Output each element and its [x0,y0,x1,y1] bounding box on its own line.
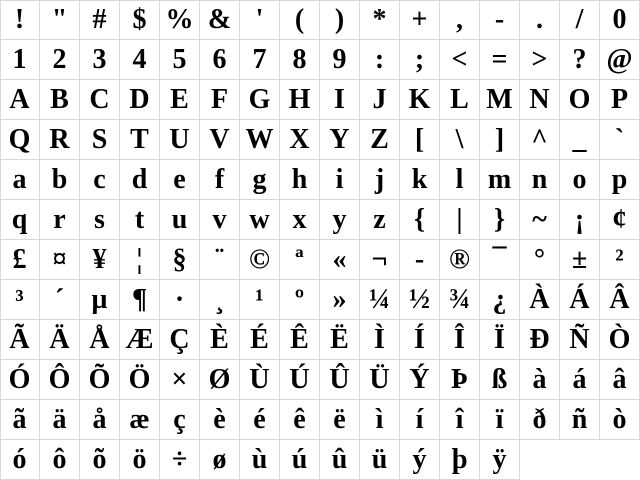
glyph-cell[interactable]: ô [40,440,80,480]
glyph-cell[interactable]: p [600,160,640,200]
glyph-cell[interactable]: Þ [440,360,480,400]
glyph-cell[interactable]: ¼ [360,280,400,320]
glyph-cell[interactable]: Ü [360,360,400,400]
glyph-cell[interactable]: ~ [520,200,560,240]
glyph-cell[interactable]: j [360,160,400,200]
glyph-cell[interactable]: ¶ [120,280,160,320]
glyph-cell[interactable]: ò [600,400,640,440]
glyph-cell[interactable]: ' [240,0,280,40]
glyph-cell[interactable]: H [280,80,320,120]
glyph-cell[interactable]: 7 [240,40,280,80]
empty-cell [600,440,640,480]
glyph-cell[interactable]: i [320,160,360,200]
glyph-cell[interactable]: ? [560,40,600,80]
glyph-cell[interactable]: Z [360,120,400,160]
glyph-cell[interactable]: q [0,200,40,240]
glyph-cell[interactable]: & [200,0,240,40]
glyph-cell[interactable]: æ [120,400,160,440]
glyph-cell[interactable]: » [320,280,360,320]
glyph-cell[interactable]: D [120,80,160,120]
glyph-cell[interactable]: V [200,120,240,160]
empty-cell [520,440,560,480]
glyph-cell[interactable]: F [200,80,240,120]
glyph-cell[interactable]: ã [0,400,40,440]
glyph-cell[interactable]: Ø [200,360,240,400]
glyph-cell[interactable]: - [400,240,440,280]
glyph-cell[interactable]: Ù [240,360,280,400]
glyph-cell[interactable]: @ [600,40,640,80]
glyph-cell[interactable]: l [440,160,480,200]
glyph-cell[interactable]: « [320,240,360,280]
glyph-cell[interactable]: Ç [160,320,200,360]
glyph-cell[interactable]: ¸ [200,280,240,320]
glyph-cell[interactable]: å [80,400,120,440]
glyph-cell[interactable]: Á [560,280,600,320]
glyph-cell[interactable]: ¥ [80,240,120,280]
glyph-cell[interactable]: ó [0,440,40,480]
glyph-cell[interactable]: û [320,440,360,480]
glyph-cell[interactable]: | [440,200,480,240]
glyph-cell[interactable]: ì [360,400,400,440]
glyph-cell[interactable]: î [440,400,480,440]
glyph-cell[interactable]: x [280,200,320,240]
glyph-cell[interactable]: ; [400,40,440,80]
glyph-cell[interactable]: µ [80,280,120,320]
glyph-cell[interactable]: m [480,160,520,200]
glyph-cell[interactable]: Ï [480,320,520,360]
glyph-cell[interactable]: * [360,0,400,40]
glyph-cell[interactable]: W [240,120,280,160]
glyph-cell[interactable]: P [600,80,640,120]
glyph-cell[interactable]: + [400,0,440,40]
glyph-cell[interactable]: Ê [280,320,320,360]
glyph-cell[interactable]: 3 [80,40,120,80]
glyph-cell[interactable]: ù [240,440,280,480]
glyph-cell[interactable]: > [520,40,560,80]
glyph-cell[interactable]: ½ [400,280,440,320]
glyph-cell[interactable]: z [360,200,400,240]
glyph-cell[interactable]: I [320,80,360,120]
glyph-cell[interactable]: { [400,200,440,240]
glyph-cell[interactable]: ¡ [560,200,600,240]
glyph-cell[interactable]: g [240,160,280,200]
glyph-cell[interactable]: ä [40,400,80,440]
glyph-cell[interactable]: 6 [200,40,240,80]
glyph-cell[interactable]: O [560,80,600,120]
glyph-cell[interactable]: ´ [40,280,80,320]
glyph-cell[interactable]: ¬ [360,240,400,280]
glyph-cell[interactable]: k [400,160,440,200]
glyph-cell[interactable]: $ [120,0,160,40]
glyph-cell[interactable]: ` [600,120,640,160]
glyph-cell[interactable]: § [160,240,200,280]
glyph-cell[interactable]: º [280,280,320,320]
glyph-cell[interactable]: Í [400,320,440,360]
glyph-cell[interactable]: Æ [120,320,160,360]
glyph-cell[interactable]: 1 [0,40,40,80]
empty-cell [560,440,600,480]
glyph-cell[interactable]: = [480,40,520,80]
glyph-cell[interactable]: M [480,80,520,120]
glyph-cell[interactable]: c [80,160,120,200]
glyph-cell[interactable]: - [480,0,520,40]
glyph-cell[interactable]: ø [200,440,240,480]
glyph-cell[interactable]: ® [440,240,480,280]
glyph-cell[interactable]: ² [600,240,640,280]
glyph-cell[interactable]: Ú [280,360,320,400]
glyph-cell[interactable]: C [80,80,120,120]
glyph-cell[interactable]: E [160,80,200,120]
glyph-cell[interactable]: þ [440,440,480,480]
glyph-cell[interactable]: w [240,200,280,240]
glyph-cell[interactable]: , [440,0,480,40]
glyph-cell[interactable]: ü [360,440,400,480]
glyph-cell[interactable]: è [200,400,240,440]
glyph-cell[interactable]: Å [80,320,120,360]
glyph-cell[interactable]: . [520,0,560,40]
glyph-cell[interactable]: % [160,0,200,40]
glyph-cell[interactable]: ¨ [200,240,240,280]
glyph-cell[interactable]: h [280,160,320,200]
glyph-cell[interactable]: Ó [0,360,40,400]
glyph-cell[interactable]: [ [400,120,440,160]
glyph-cell[interactable]: f [200,160,240,200]
glyph-cell[interactable]: 9 [320,40,360,80]
glyph-cell[interactable]: ° [520,240,560,280]
glyph-cell[interactable]: r [40,200,80,240]
glyph-cell[interactable]: B [40,80,80,120]
glyph-cell[interactable]: ¾ [440,280,480,320]
glyph-cell[interactable]: ¤ [40,240,80,280]
glyph-cell[interactable]: U [160,120,200,160]
glyph-cell[interactable]: L [440,80,480,120]
glyph-cell[interactable]: Ë [320,320,360,360]
glyph-cell[interactable]: ê [280,400,320,440]
glyph-cell[interactable]: ÿ [480,440,520,480]
glyph-cell[interactable]: Ö [120,360,160,400]
glyph-cell[interactable]: ç [160,400,200,440]
glyph-cell[interactable]: È [200,320,240,360]
glyph-cell[interactable]: · [160,280,200,320]
glyph-cell[interactable]: ] [480,120,520,160]
glyph-cell[interactable]: < [440,40,480,80]
glyph-cell[interactable]: R [40,120,80,160]
glyph-cell[interactable]: ¯ [480,240,520,280]
glyph-cell[interactable]: é [240,400,280,440]
glyph-cell[interactable]: © [240,240,280,280]
glyph-cell[interactable]: ß [480,360,520,400]
glyph-cell[interactable]: S [80,120,120,160]
glyph-cell[interactable]: u [160,200,200,240]
glyph-cell[interactable]: ú [280,440,320,480]
glyph-cell[interactable]: Y [320,120,360,160]
glyph-cell[interactable]: 4 [120,40,160,80]
glyph-cell[interactable]: ÷ [160,440,200,480]
glyph-cell[interactable]: T [120,120,160,160]
glyph-cell[interactable]: ³ [0,280,40,320]
glyph-cell[interactable]: X [280,120,320,160]
glyph-cell[interactable]: # [80,0,120,40]
glyph-cell[interactable]: Ð [520,320,560,360]
glyph-cell[interactable]: Q [0,120,40,160]
glyph-cell[interactable]: Ò [600,320,640,360]
glyph-cell[interactable]: Ã [0,320,40,360]
glyph-cell[interactable]: e [160,160,200,200]
glyph-cell[interactable]: t [120,200,160,240]
glyph-cell[interactable]: Î [440,320,480,360]
glyph-cell[interactable]: Ô [40,360,80,400]
glyph-cell[interactable]: â [600,360,640,400]
glyph-cell[interactable]: × [160,360,200,400]
glyph-cell[interactable]: : [360,40,400,80]
glyph-cell[interactable]: ¹ [240,280,280,320]
glyph-cell[interactable]: Â [600,280,640,320]
glyph-cell[interactable]: n [520,160,560,200]
glyph-cell[interactable]: / [560,0,600,40]
glyph-cell[interactable]: ^ [520,120,560,160]
glyph-cell[interactable]: ) [320,0,360,40]
glyph-cell[interactable]: 0 [600,0,640,40]
glyph-cell[interactable]: õ [80,440,120,480]
glyph-cell[interactable]: ¢ [600,200,640,240]
glyph-cell[interactable]: N [520,80,560,120]
glyph-cell[interactable]: " [40,0,80,40]
glyph-cell[interactable]: Ä [40,320,80,360]
glyph-cell[interactable]: í [400,400,440,440]
glyph-cell[interactable]: ! [0,0,40,40]
glyph-cell[interactable]: o [560,160,600,200]
glyph-cell[interactable]: £ [0,240,40,280]
glyph-cell[interactable]: 2 [40,40,80,80]
glyph-cell[interactable]: G [240,80,280,120]
glyph-cell[interactable]: ë [320,400,360,440]
glyph-cell[interactable]: À [520,280,560,320]
glyph-cell[interactable]: ð [520,400,560,440]
glyph-cell[interactable]: Û [320,360,360,400]
glyph-cell[interactable]: á [560,360,600,400]
glyph-cell[interactable]: ( [280,0,320,40]
glyph-cell[interactable]: v [200,200,240,240]
glyph-cell[interactable]: Õ [80,360,120,400]
glyph-cell[interactable]: ï [480,400,520,440]
glyph-cell[interactable]: ö [120,440,160,480]
glyph-cell[interactable]: ý [400,440,440,480]
glyph-cell[interactable]: 8 [280,40,320,80]
glyph-cell[interactable]: A [0,80,40,120]
glyph-cell[interactable]: Ñ [560,320,600,360]
glyph-cell[interactable]: s [80,200,120,240]
glyph-cell[interactable]: à [520,360,560,400]
glyph-cell[interactable]: a [0,160,40,200]
glyph-cell[interactable]: J [360,80,400,120]
glyph-cell[interactable]: ± [560,240,600,280]
glyph-cell[interactable]: ¿ [480,280,520,320]
glyph-cell[interactable]: b [40,160,80,200]
glyph-cell[interactable]: Ý [400,360,440,400]
glyph-cell[interactable]: ñ [560,400,600,440]
glyph-cell[interactable]: y [320,200,360,240]
glyph-cell[interactable]: ¦ [120,240,160,280]
glyph-cell[interactable]: \ [440,120,480,160]
glyph-cell[interactable]: ª [280,240,320,280]
glyph-cell[interactable]: 5 [160,40,200,80]
glyph-cell[interactable]: K [400,80,440,120]
glyph-cell[interactable]: d [120,160,160,200]
glyph-cell[interactable]: Ì [360,320,400,360]
glyph-cell[interactable]: É [240,320,280,360]
glyph-cell[interactable]: } [480,200,520,240]
glyph-cell[interactable]: _ [560,120,600,160]
